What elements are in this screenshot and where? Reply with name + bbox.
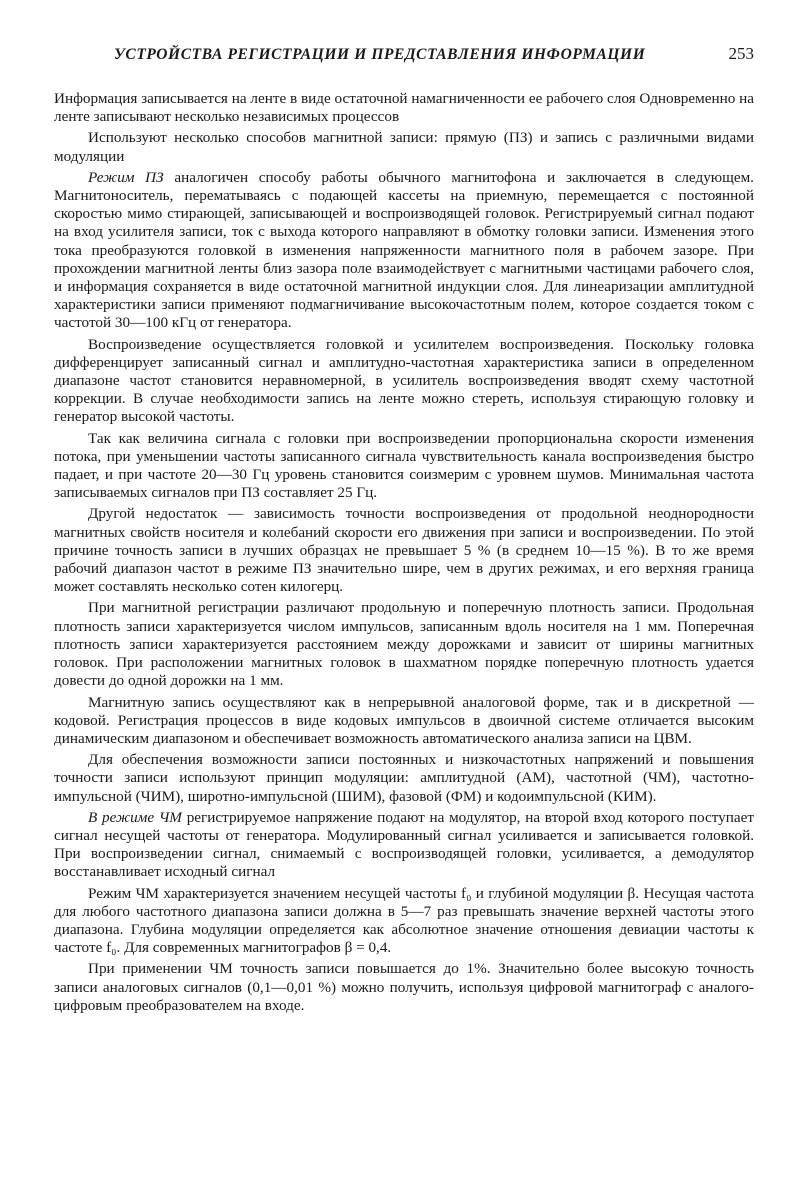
- paragraph: Воспроизведение осуществляется головкой и усилителем воспроизведения. Поскольку головка дифференцирует записанный сигнал и амплитудно-частотная характеристика записи в определенном диапазоне частот становится неравномерной, в усилитель воспроизведения вводят схему частотной коррекции. В случае необходимости запись на ленте можно стереть, используя стирающую головку и генератор высокой частоты.: [54, 335, 754, 426]
- paragraph-lead: В режиме ЧМ: [88, 808, 182, 826]
- page-header: [54, 44, 754, 64]
- page-body: [54, 90, 754, 1015]
- paragraph-lead: Режим ПЗ: [88, 168, 164, 186]
- paragraph: При применении ЧМ точность записи повышается до 1%. Значительно более высокую точность записи аналоговых сигналов (0,1—0,01 %) можно получить, используя цифровой магнитограф с аналого-цифровым преобразователем на входе.: [54, 960, 754, 1014]
- paragraph: При магнитной регистрации различают продольную и поперечную плотность записи. Продольная плотность записи характеризуется числом импульсов, записанным вдоль носителя на 1 мм. Поперечная плотность записи характеризуется расстоянием между дорожками и зависит от ширины магнитных головок. При расположении магнитных головок в шахматном порядке поперечную плотность удается довести до одной дорожки на 1 мм.: [54, 599, 754, 690]
- page-number: 253: [728, 44, 754, 63]
- paragraph: Так как величина сигнала с головки при воспроизведении пропорциональна скорости изменения потока, при уменьшении частоты записанного сигнала чувствительность канала воспроизведения быстро падает, и при частоте 20—30 Гц уровень становится соизмерим с уровнем шумов. Минимальная частота записываемых сигналов при ПЗ составляет 25 Гц.: [54, 429, 754, 502]
- paragraph: В режиме ЧМ регистрируемое напряжение подают на модулятор, на второй вход которого поступает сигнал несущей частоты от генератора. Модулированный сигнал усиливается и записывается головкой. При воспроизведении сигнал, снимаемый с воспроизводящей головки, усиливается, а демодулятор восстанавливает исходный сигнал: [54, 808, 754, 881]
- book-page: [54, 44, 754, 1015]
- paragraph: Магнитную запись осуществляют как в непрерывной аналоговой форме, так и в дискретной — кодовой. Регистрация процессов в виде кодовых импульсов в двоичной системе отличается высоким динамическим диапазоном и обеспечивает возможность автоматического анализа записи на ЦВМ.: [54, 693, 754, 747]
- paragraph: Другой недостаток — зависимость точности воспроизведения от продольной неоднородности магнитных свойств носителя и колебаний скорости его движения при записи и воспроизведении. По этой причине точность записи в лучших образцах не превышает 5 % (в среднем 10—15 %). В то же время рабочий диапазон частот в режиме ПЗ значительно шире, чем в других режимах, и его верхняя граница может составлять несколько сотен килогерц.: [54, 505, 754, 596]
- paragraph: Для обеспечения возможности записи постоянных и низкочастотных напряжений и повышения точности записи используют принцип модуляции: амплитудной (АМ), частотной (ЧМ), частотно-импульсной (ЧИМ), широтно-импульсной (ШИМ), фазовой (ФМ) и кодоимпульсной (КИМ).: [54, 751, 754, 805]
- paragraph: Информация записывается на ленте в виде остаточной намагниченности ее рабочего слоя Одновременно на ленте записывают несколько независимых процессов: [54, 90, 755, 126]
- running-title: УСТРОЙСТВА РЕГИСТРАЦИИ И ПРЕДСТАВЛЕНИЯ ИНФОРМАЦИИ: [114, 46, 646, 63]
- paragraph: Режим ПЗ аналогичен способу работы обычного магнитофона и заключается в следующем. Магнитоноситель, перематываясь с подающей кассеты на приемную, перемещается с постоянной скоростью мимо стирающей, записывающей и воспроизводящей головок. Регистрируемый сигнал подают на вход усилителя записи, ток с выхода которого направляют в обмотку головки записи. Изменения этого тока преобразуются головкой в изменения напряженности магнитного поля в рабочем зазоре. При прохождении магнитной ленты близ зазора поле взаимодействует с магнитными частицами рабочего слоя, и информация сохраняется в виде остаточной магнитной индукции слоя. Для линеаризации амплитудной характеристики записи применяют подмагничивание высокочастотным полем, которое создается током с частотой 30—100 кГц от генератора.: [54, 168, 754, 332]
- paragraph: Режим ЧМ характеризуется значением несущей частоты f₀ и глубиной модуляции β. Несущая частота для любого частотного диапазона записи должна в 5—7 раз превышать значение верхней частоты этого диапазона. Глубина модуляции определяется как абсолютное значение отношения девиации частоты к частоте f₀. Для современных магнитографов β = 0,4.: [54, 884, 754, 957]
- paragraph: Используют несколько способов магнитной записи: прямую (ПЗ) и запись с различными видами модуляции: [54, 129, 754, 165]
